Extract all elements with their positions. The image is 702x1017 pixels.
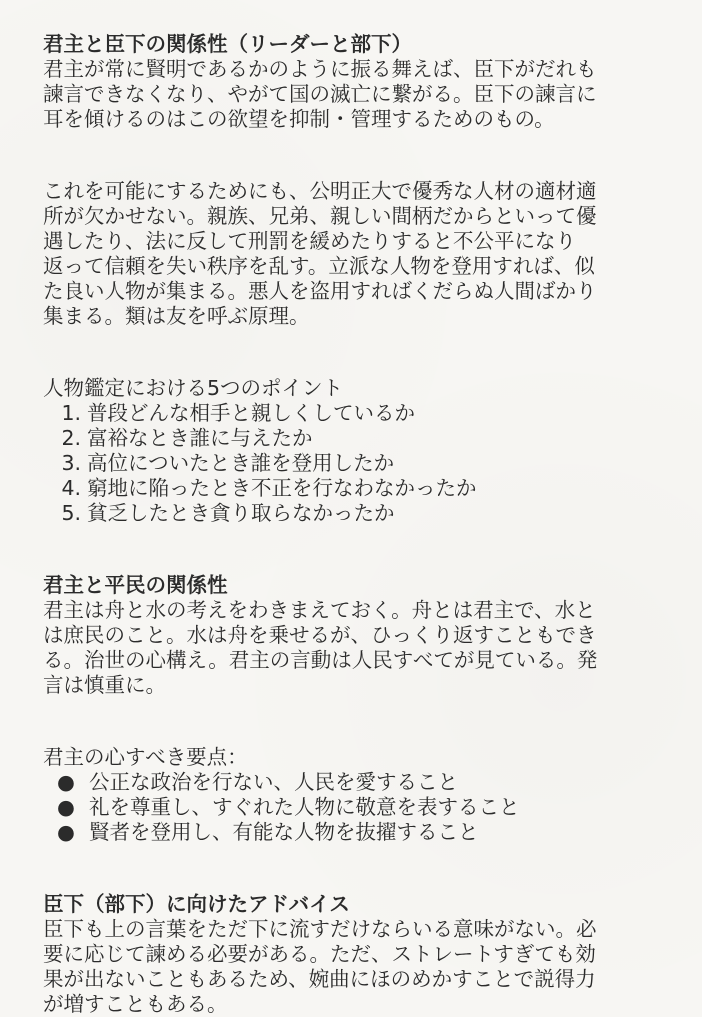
paragraph-line: 所が欠かせない。親族、兄弟、親しい間柄だからといって優 xyxy=(43,204,597,228)
bullet-list xyxy=(43,770,672,845)
list-item xyxy=(43,476,672,501)
paragraph-line: 遇したり、法に反して刑罰を緩めたりすると不公平になり xyxy=(43,229,576,253)
list-item-label: 貧乏したとき貪り取らなかったか xyxy=(87,501,395,525)
list-item xyxy=(43,451,672,476)
list-item xyxy=(43,820,672,845)
paragraph-line: 諫言できなくなり、やがて国の滅亡に繋がる。臣下の諫言に xyxy=(43,82,597,106)
list-title: 君主の心すべき要点： xyxy=(43,745,248,769)
paragraph-line: これを可能にするためにも、公明正大で優秀な人材の適材適 xyxy=(43,179,597,203)
section-heading: 君主と平民の関係性 xyxy=(43,573,228,597)
paragraph-line: 君主が常に賢明であるかのように振る舞えば、臣下がだれも xyxy=(43,57,597,81)
list-number: 1. xyxy=(61,401,81,425)
paragraph-line: た良い人物が集まる。悪人を盗用すればくだらぬ人間ばかり xyxy=(43,279,597,303)
list-item xyxy=(43,401,672,426)
paragraph-line: 要に応じて諫める必要がある。ただ、ストレートすぎても効 xyxy=(43,942,596,966)
list-item-label: 高位についたとき誰を登用したか xyxy=(87,451,395,475)
paragraph-line: 返って信頼を失い秩序を乱す。立派な人物を登用すれば、似 xyxy=(43,254,595,278)
list-item xyxy=(43,501,672,526)
list-item-label: 窮地に陥ったとき不正を行なわなかったか xyxy=(87,476,477,500)
list-number: 4. xyxy=(61,476,81,500)
section-ruler-and-subordinates xyxy=(43,32,672,132)
list-item-label: 礼を尊重し、すぐれた人物に敬意を表すること xyxy=(89,795,520,819)
paragraph-line: 君主は舟と水の考えをわきまえておく。舟とは君主で、水と xyxy=(43,598,596,622)
list-item-label: 賢者を登用し、有能な人物を抜擢すること xyxy=(89,820,479,844)
section-five-points xyxy=(43,376,672,526)
list-title: 人物鑑定における5つのポイント xyxy=(43,376,344,400)
bullet-icon: ● xyxy=(57,770,75,794)
section-advice-for-subordinates xyxy=(43,892,672,1017)
paragraph-line: が増すこともある。 xyxy=(43,992,228,1016)
section-paragraph xyxy=(43,179,672,329)
section-ruler-and-people xyxy=(43,573,672,698)
list-item-label: 公正な政治を行ない、人民を愛すること xyxy=(89,770,458,794)
list-item xyxy=(43,770,672,795)
paragraph-line: 言は慎重に。 xyxy=(43,673,166,697)
paragraph-line: 果が出ないこともあるため、婉曲にほのめかすことで説得力 xyxy=(43,967,596,991)
bullet-icon: ● xyxy=(57,795,75,819)
paragraph-line: 集まる。類は友を呼ぶ原理。 xyxy=(43,304,310,328)
list-item xyxy=(43,426,672,451)
section-talent-placement xyxy=(43,179,672,329)
paragraph-line: は庶民のこと。水は舟を乗せるが、ひっくり返すこともでき xyxy=(43,623,597,647)
list-item-label: 普段どんな相手と親しくしているか xyxy=(87,401,415,425)
list-item xyxy=(43,795,672,820)
list-number: 3. xyxy=(61,451,81,475)
paragraph-line: 耳を傾けるのはこの欲望を抑制・管理するためのもの。 xyxy=(43,107,555,131)
numbered-list xyxy=(43,401,672,526)
list-number: 2. xyxy=(61,426,81,450)
list-item-label: 富裕なとき誰に与えたか xyxy=(87,426,313,450)
section-paragraph xyxy=(43,917,672,1017)
list-number: 5. xyxy=(61,501,81,525)
section-heading: 臣下（部下）に向けたアドバイス xyxy=(43,892,350,916)
bullet-icon: ● xyxy=(57,820,75,844)
section-paragraph xyxy=(43,57,672,132)
paragraph-line: 臣下も上の言葉をただ下に流すだけならいる意味がない。必 xyxy=(43,917,597,941)
section-key-points xyxy=(43,745,672,845)
section-heading: 君主と臣下の関係性（リーダーと部下） xyxy=(43,32,412,56)
section-paragraph xyxy=(43,598,672,698)
paragraph-line: る。治世の心構え。君主の言動は人民すべてが見ている。発 xyxy=(43,648,598,672)
